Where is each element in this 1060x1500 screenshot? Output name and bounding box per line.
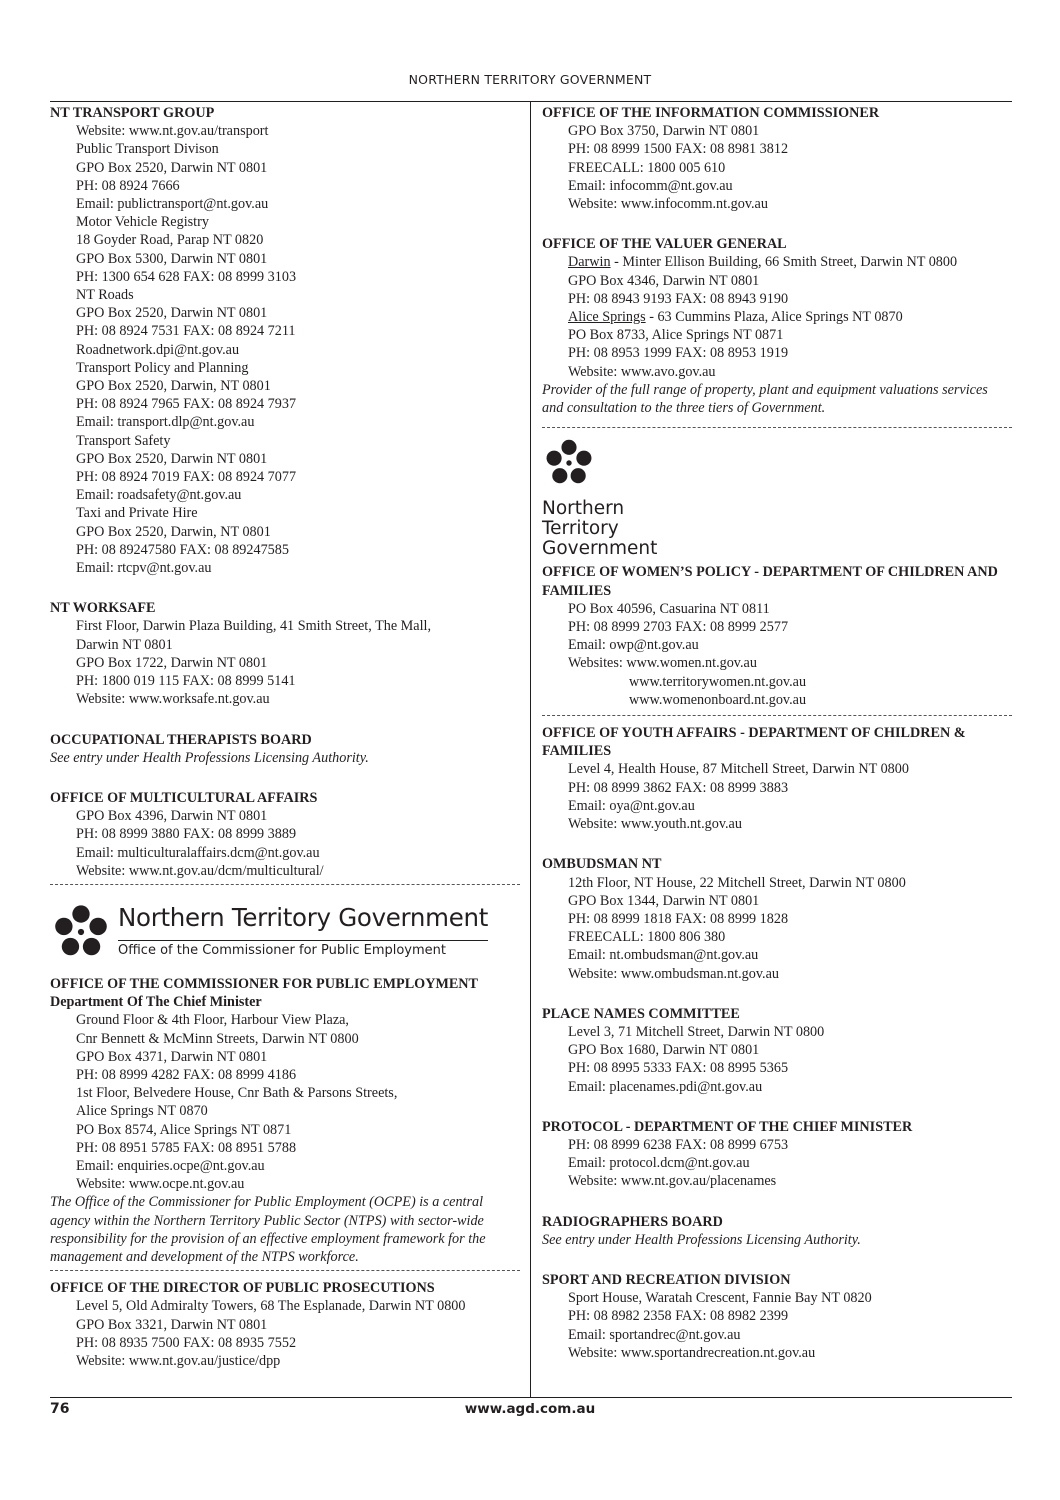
entry-lines <box>542 760 1012 833</box>
entry-lines <box>542 600 1012 673</box>
entry-line[interactable]: www.womenonboard.nt.gov.au <box>629 691 807 708</box>
entry-line[interactable]: Email: sportandrec@nt.gov.au <box>568 1326 741 1343</box>
entry-line[interactable]: Email: transport.dlp@nt.gov.au <box>76 414 255 431</box>
entry-line: PH: 08 8999 3880 FAX: 08 8999 3889 <box>76 826 297 843</box>
entry-line: GPO Box 2520, Darwin, NT 0801 <box>76 378 271 395</box>
entry-line: GPO Box 4371, Darwin NT 0801 <box>76 1048 268 1065</box>
entry-line[interactable]: Website: www.nt.gov.au/transport <box>76 123 269 140</box>
entry-occupational-therapists-board <box>50 731 520 767</box>
entry-line: Darwin NT 0801 <box>76 636 173 653</box>
alice-label: Alice Springs <box>568 309 646 326</box>
entry-line: PO Box 8733, Alice Springs NT 0871 <box>568 327 784 344</box>
entry-line: Transport Safety <box>76 432 171 449</box>
entry-title: PROTOCOL - DEPARTMENT OF THE CHIEF MINISTER <box>542 1118 913 1135</box>
entry-valuer-general <box>542 235 1012 417</box>
entry-line: GPO Box 2520, Darwin, NT 0801 <box>76 523 271 540</box>
entry-line: PH: 08 8924 7965 FAX: 08 8924 7937 <box>76 396 297 413</box>
entry-title: NT TRANSPORT GROUP <box>50 105 215 121</box>
entry-youth-affairs <box>542 724 1012 833</box>
darwin-line <box>542 253 1012 271</box>
entry-line: PH: 08 8951 5785 FAX: 08 8951 5788 <box>76 1139 297 1156</box>
nt-government-logo <box>542 436 1012 559</box>
entry-line: Sport House, Waratah Crescent, Fannie Bay NT 0820 <box>568 1290 872 1307</box>
logo-line-3: Government <box>542 538 658 560</box>
entry-line: FREECALL: 1800 806 380 <box>568 929 726 946</box>
darwin-label: Darwin <box>568 254 611 271</box>
entry-line: Level 5, Old Admiralty Towers, 68 The Esplanade, Darwin NT 0800 <box>76 1298 466 1315</box>
entry-lines <box>542 874 1012 983</box>
entry-lines <box>542 272 1012 308</box>
entry-line: PH: 08 8999 6238 FAX: 08 8999 6753 <box>568 1136 789 1153</box>
entry-line[interactable]: Websites: www.women.nt.gov.au <box>568 655 757 672</box>
entry-line: Level 4, Health House, 87 Mitchell Street, Darwin NT 0800 <box>568 761 909 778</box>
entry-line: PH: 08 8995 5333 FAX: 08 8995 5365 <box>568 1060 789 1077</box>
entry-title: OFFICE OF MULTICULTURAL AFFAIRS <box>50 789 318 806</box>
entry-line[interactable]: www.territorywomen.nt.gov.au <box>629 673 807 690</box>
entry-line[interactable]: Website: www.ocpe.nt.gov.au <box>76 1176 245 1193</box>
entry-protocol <box>542 1118 1012 1191</box>
entry-lines <box>542 1289 1012 1362</box>
entry-lines <box>542 1136 1012 1191</box>
entry-line: Ground Floor & 4th Floor, Harbour View Plaza, <box>76 1012 349 1029</box>
entry-title: OFFICE OF YOUTH AFFAIRS - DEPARTMENT OF CHILDREN & FAMILIES <box>542 725 966 760</box>
entry-radiographers-board <box>542 1213 1012 1249</box>
entry-title: NT WORKSAFE <box>50 600 156 617</box>
entry-place-names <box>542 1005 1012 1096</box>
entry-line: PH: 1300 654 628 FAX: 08 8999 3103 <box>76 268 297 285</box>
entry-line[interactable]: Website: www.nt.gov.au/dcm/multicultural/ <box>76 862 324 879</box>
alice-address: - 63 Cummins Plaza, Alice Springs NT 0870 <box>645 309 903 326</box>
entry-line: PO Box 40596, Casuarina NT 0811 <box>568 600 770 617</box>
entry-line[interactable]: Email: rtcpv@nt.gov.au <box>76 560 212 577</box>
entry-title: OFFICE OF WOMEN’S POLICY - DEPARTMENT OF CHILDREN AND FAMILIES <box>542 564 998 599</box>
logo-line-1: Northern <box>542 498 625 520</box>
entry-title: OMBUDSMAN NT <box>542 856 662 873</box>
entry-title: OCCUPATIONAL THERAPISTS BOARD <box>50 731 312 748</box>
entry-line: PH: 08 8999 2703 FAX: 08 8999 2577 <box>568 619 789 636</box>
entry-ocpe <box>50 975 520 1266</box>
entry-womens-policy <box>542 563 1012 709</box>
entry-line: PH: 08 89247580 FAX: 08 89247585 <box>76 541 289 558</box>
entry-line: GPO Box 3750, Darwin NT 0801 <box>568 123 760 140</box>
entry-multicultural-affairs <box>50 789 520 880</box>
entry-line: Motor Vehicle Registry <box>76 214 209 231</box>
entry-line: PH: 08 8999 1500 FAX: 08 8981 3812 <box>568 141 789 158</box>
dashed-divider <box>50 884 520 885</box>
entry-line[interactable]: Email: owp@nt.gov.au <box>568 637 699 654</box>
entry-note: See entry under Health Professions Licensing Authority. <box>50 749 369 766</box>
desert-rose-icon <box>50 901 112 963</box>
entry-line[interactable]: Email: placenames.pdi@nt.gov.au <box>568 1078 763 1095</box>
entry-line: GPO Box 1722, Darwin NT 0801 <box>76 654 268 671</box>
entry-line: PH: 08 8924 7019 FAX: 08 8924 7077 <box>76 469 297 486</box>
entry-line: PH: 08 8924 7666 <box>76 177 180 194</box>
entry-line[interactable]: Website: www.nt.gov.au/placenames <box>568 1173 777 1190</box>
entry-line: GPO Box 2520, Darwin NT 0801 <box>76 305 268 322</box>
entry-line: GPO Box 1344, Darwin NT 0801 <box>568 892 760 909</box>
entry-line: Cnr Bennett & McMinn Streets, Darwin NT 0800 <box>76 1030 359 1047</box>
entry-line[interactable]: Website: www.avo.gov.au <box>568 363 716 380</box>
entry-line: Alice Springs NT 0870 <box>76 1103 208 1120</box>
left-column <box>50 104 520 1370</box>
entry-title: PLACE NAMES COMMITTEE <box>542 1005 740 1022</box>
entry-line: Transport Policy and Planning <box>76 359 249 376</box>
entry-line: PH: 08 8943 9193 FAX: 08 8943 9190 <box>568 290 789 307</box>
entry-line: Public Transport Divison <box>76 141 219 158</box>
dashed-divider <box>542 715 1012 716</box>
entry-line: PH: 08 8982 2358 FAX: 08 8982 2399 <box>568 1308 789 1325</box>
entry-extra-websites <box>542 673 1012 709</box>
entry-line: Taxi and Private Hire <box>76 505 198 522</box>
entry-information-commissioner <box>542 104 1012 213</box>
entry-line: GPO Box 2520, Darwin NT 0801 <box>76 450 268 467</box>
entry-lines <box>50 1011 520 1193</box>
entry-line: PH: 08 8953 1999 FAX: 08 8953 1919 <box>568 345 789 362</box>
entry-line[interactable]: Email: enquiries.ocpe@nt.gov.au <box>76 1157 265 1174</box>
entry-lines <box>542 122 1012 213</box>
footer-url[interactable]: www.agd.com.au <box>464 1401 596 1417</box>
entry-title: OFFICE OF THE INFORMATION COMMISSIONER <box>542 105 880 121</box>
entry-lines <box>542 1023 1012 1096</box>
entry-line[interactable]: Email: roadsafety@nt.gov.au <box>76 487 242 504</box>
entry-lines <box>50 617 520 708</box>
entry-dpp <box>50 1279 520 1370</box>
entry-note: See entry under Health Professions Licensing Authority. <box>542 1231 861 1248</box>
entry-note: Provider of the full range of property, plant and equipment valuations services and consultation to the three tiers of Government. <box>542 381 988 417</box>
entry-title: OFFICE OF THE DIRECTOR OF PUBLIC PROSECUTIONS <box>50 1280 435 1297</box>
entry-title: OFFICE OF THE COMMISSIONER FOR PUBLIC EMPLOYMENT <box>50 975 479 992</box>
column-divider <box>530 102 531 1397</box>
entry-line: PH: 08 8924 7531 FAX: 08 8924 7211 <box>76 323 296 340</box>
entry-line: FREECALL: 1800 005 610 <box>568 159 726 176</box>
entry-subtitle: Department Of The Chief Minister <box>50 994 262 1011</box>
entry-line[interactable]: Email: protocol.dcm@nt.gov.au <box>568 1155 750 1172</box>
entry-line: GPO Box 3321, Darwin NT 0801 <box>76 1316 268 1333</box>
entry-line: GPO Box 2520, Darwin NT 0801 <box>76 159 268 176</box>
entry-lines <box>542 326 1012 381</box>
entry-line[interactable]: Website: www.infocomm.nt.gov.au <box>568 196 768 213</box>
entry-lines <box>50 807 520 880</box>
dashed-divider <box>542 427 1012 428</box>
entry-line[interactable]: Email: infocomm@nt.gov.au <box>568 177 733 194</box>
entry-note: The Office of the Commissioner for Public Employment (OCPE) is a central agency within the Northern Territory Public Sector (NTPS) with sector-wide responsibility for the provision of an effective employment framework for the management and development of the NTPS workforce. <box>50 1194 486 1265</box>
alice-line <box>542 308 1012 326</box>
entry-line[interactable]: Website: www.nt.gov.au/justice/dpp <box>76 1352 281 1369</box>
entry-line[interactable]: Website: www.youth.nt.gov.au <box>568 816 742 833</box>
entry-line: GPO Box 1680, Darwin NT 0801 <box>568 1042 760 1059</box>
top-rule <box>50 101 1012 102</box>
entry-ombudsman <box>542 855 1012 982</box>
entry-line: PH: 08 8999 1818 FAX: 08 8999 1828 <box>568 910 789 927</box>
logo-name: Northern Territory Government <box>118 903 488 933</box>
entry-line: PO Box 8574, Alice Springs NT 0871 <box>76 1121 292 1138</box>
entry-line[interactable]: Email: multiculturalaffairs.dcm@nt.gov.au <box>76 844 320 861</box>
entry-line: Level 3, 71 Mitchell Street, Darwin NT 0800 <box>568 1023 825 1040</box>
logo-line-2: Territory <box>542 518 619 540</box>
logo-subtitle: Office of the Commissioner for Public Employment <box>118 940 488 959</box>
entry-line[interactable]: Email: nt.ombudsman@nt.gov.au <box>568 947 759 964</box>
darwin-address: - Minter Ellison Building, 66 Smith Street, Darwin NT 0800 <box>610 254 958 271</box>
entry-line[interactable]: Roadnetwork.dpi@nt.gov.au <box>76 341 240 358</box>
bottom-rule <box>50 1397 1012 1398</box>
page-header: NORTHERN TERRITORY GOVERNMENT <box>408 72 652 87</box>
entry-line: NT Roads <box>76 287 134 304</box>
entry-line: PH: 08 8999 3862 FAX: 08 8999 3883 <box>568 779 789 796</box>
entry-line: PH: 08 8999 4282 FAX: 08 8999 4186 <box>76 1066 297 1083</box>
entry-title: RADIOGRAPHERS BOARD <box>542 1213 723 1230</box>
entry-line[interactable]: Email: publictransport@nt.gov.au <box>76 196 269 213</box>
entry-line: PH: 1800 019 115 FAX: 08 8999 5141 <box>76 673 296 690</box>
entry-title: SPORT AND RECREATION DIVISION <box>542 1271 791 1288</box>
entry-line: First Floor, Darwin Plaza Building, 41 Smith Street, The Mall, <box>76 618 432 635</box>
dashed-divider <box>50 1270 520 1271</box>
entry-line: 1st Floor, Belvedere House, Cnr Bath & Parsons Streets, <box>76 1085 398 1102</box>
entry-nt-transport-group <box>50 104 520 577</box>
entry-lines <box>50 122 520 577</box>
entry-line[interactable]: Website: www.sportandrecreation.nt.gov.au <box>568 1344 816 1361</box>
entry-line[interactable]: Website: www.worksafe.nt.gov.au <box>76 691 270 708</box>
entry-title: OFFICE OF THE VALUER GENERAL <box>542 236 787 253</box>
entry-line: 18 Goyder Road, Parap NT 0820 <box>76 232 264 249</box>
entry-line: GPO Box 4396, Darwin NT 0801 <box>76 808 268 825</box>
desert-rose-icon <box>542 436 596 490</box>
entry-line: GPO Box 4346, Darwin NT 0801 <box>568 272 760 289</box>
entry-lines <box>50 1297 520 1370</box>
entry-line: GPO Box 5300, Darwin NT 0801 <box>76 250 268 267</box>
right-column <box>542 104 1012 1362</box>
entry-sport-recreation <box>542 1271 1012 1362</box>
entry-nt-worksafe <box>50 599 520 708</box>
entry-line: PH: 08 8935 7500 FAX: 08 8935 7552 <box>76 1334 297 1351</box>
entry-line[interactable]: Email: oya@nt.gov.au <box>568 797 695 814</box>
ocpe-logo <box>50 893 520 971</box>
page-number: 76 <box>50 1401 70 1417</box>
entry-line: 12th Floor, NT House, 22 Mitchell Street, Darwin NT 0800 <box>568 874 906 891</box>
entry-line[interactable]: Website: www.ombudsman.nt.gov.au <box>568 965 779 982</box>
